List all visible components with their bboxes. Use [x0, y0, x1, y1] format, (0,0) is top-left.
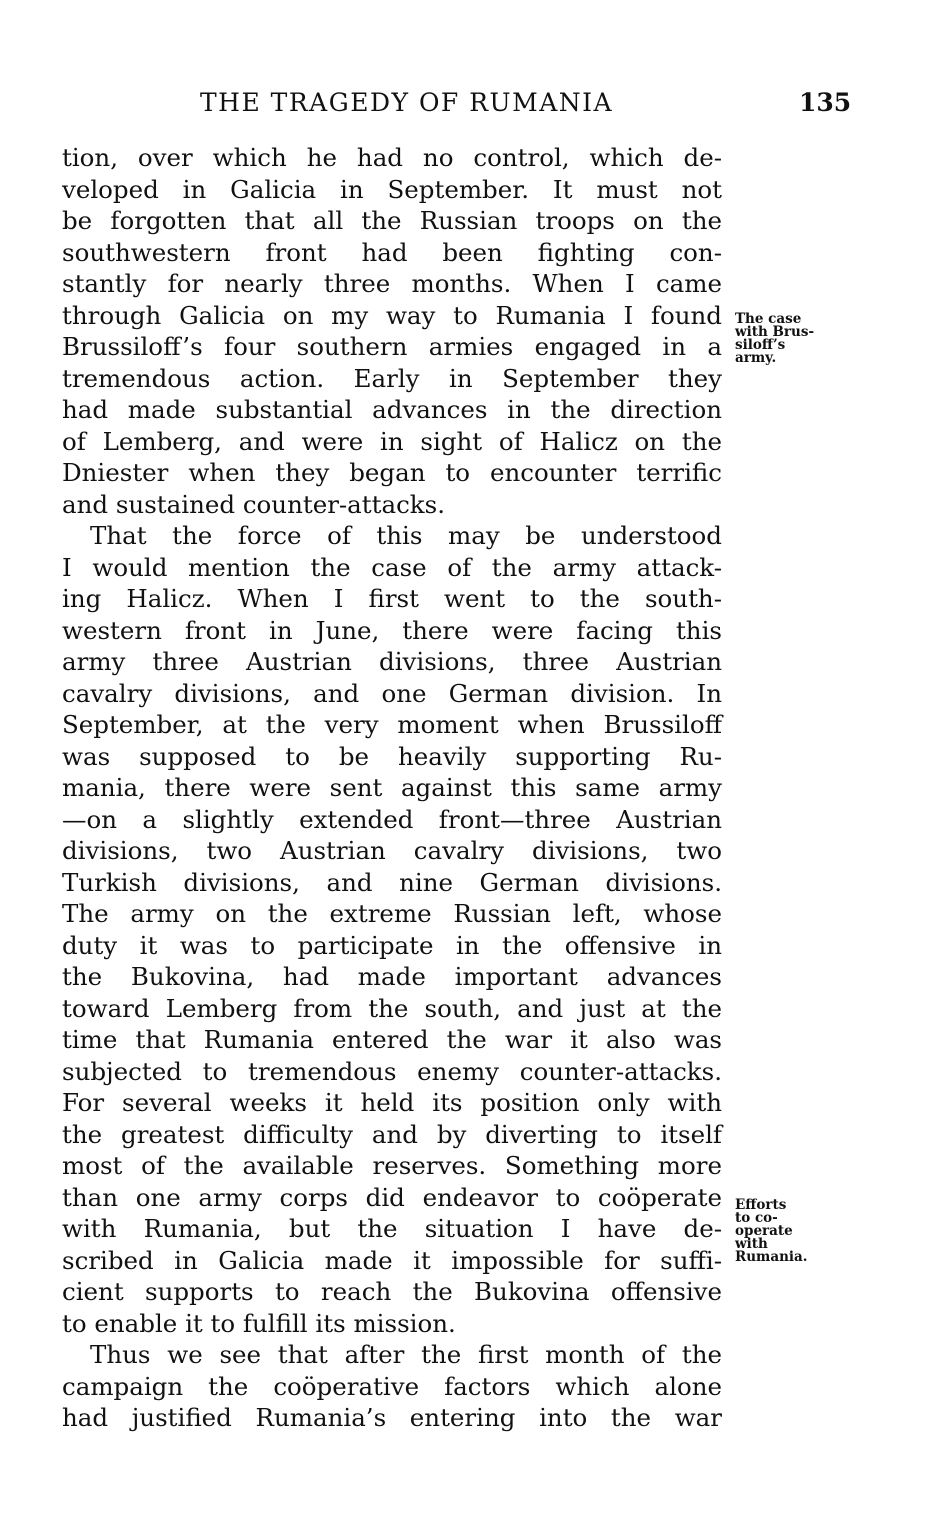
text-line: —on a slightly extended front—three Austrian	[62, 804, 722, 834]
text-line: The army on the extreme Russian left, whose	[62, 899, 722, 928]
text-line: campaign the coöperative factors which alone	[62, 1371, 722, 1401]
marginal-note-line: with Brus-	[735, 324, 815, 340]
text-line: the Bukovina, had made important advances	[62, 962, 722, 991]
marginal-note-brussiloff	[735, 313, 814, 365]
marginal-note-line: army.	[735, 350, 777, 366]
text-line: September, at the very moment when Brussiloff	[62, 710, 722, 739]
text-line: That the force of this may be understood	[90, 521, 722, 550]
marginal-note-efforts	[735, 1199, 807, 1264]
text-line: be forgotten that all the Russian troops on the	[62, 206, 722, 235]
text-line: army three Austrian divisions, three Austrian	[62, 647, 722, 676]
text-line: Thus we see that after the first month of the	[90, 1340, 722, 1369]
text-line: scribed in Galicia made it impossible for suffi-	[62, 1245, 722, 1275]
body-text	[62, 142, 722, 1434]
text-line: duty it was to participate in the offensive in	[62, 930, 722, 960]
text-line: cient supports to reach the Bukovina offensive	[62, 1277, 722, 1306]
text-line: tion, over which he had no control, which de-	[62, 143, 722, 172]
text-line: cavalry divisions, and one German division. In	[62, 678, 722, 708]
text-line: the greatest difficulty and by diverting to itself	[62, 1119, 722, 1149]
text-line: to enable it to fulfill its mission.	[62, 1308, 456, 1338]
text-line: toward Lemberg from the south, and just at the	[62, 993, 722, 1023]
text-line: most of the available reserves. Something more	[62, 1151, 722, 1180]
page-number: 135	[799, 88, 852, 117]
text-line: and sustained counter-attacks.	[62, 489, 446, 519]
text-line: of Lemberg, and were in sight of Halicz on the	[62, 426, 722, 456]
marginal-note-line: with	[735, 1236, 768, 1252]
text-line: Brussiloff’s four southern armies engaged in a	[62, 332, 722, 361]
text-line: For several weeks it held its position only with	[62, 1088, 722, 1117]
text-line: Dniester when they began to encounter terrific	[62, 458, 722, 487]
text-line: than one army corps did endeavor to coöperate	[62, 1182, 722, 1212]
marginal-note-line: Efforts	[735, 1197, 787, 1213]
marginal-note-line: Rumania.	[735, 1249, 808, 1265]
text-line: had justified Rumania’s entering into the war	[62, 1403, 722, 1432]
text-line: divisions, two Austrian cavalry divisions, two	[62, 836, 722, 865]
text-line: ing Halicz. When I first went to the south-	[62, 584, 722, 613]
marginal-note-line: to co-	[735, 1210, 778, 1226]
running-head: THE TRAGEDY OF RUMANIA	[200, 88, 614, 117]
marginal-note-line: siloff’s	[735, 337, 786, 353]
text-line: I would mention the case of the army attack-	[62, 552, 722, 582]
text-line: tremendous action. Early in September they	[62, 363, 722, 393]
text-line: time that Rumania entered the war it also was	[62, 1025, 722, 1054]
marginal-note-line: operate	[735, 1223, 793, 1239]
text-line: western front in June, there were facing this	[62, 615, 722, 645]
text-line: stantly for nearly three months. When I came	[62, 269, 722, 298]
text-line: veloped in Galicia in September. It must not	[62, 174, 722, 204]
marginal-note-line: The case	[735, 311, 802, 327]
text-line: through Galicia on my way to Rumania I found	[62, 300, 722, 330]
text-line: was supposed to be heavily supporting Ru-	[62, 741, 722, 771]
text-line: mania, there were sent against this same army	[62, 773, 722, 802]
text-line: Turkish divisions, and nine German divisions.	[62, 867, 722, 897]
text-line: with Rumania, but the situation I have de-	[62, 1214, 722, 1243]
page-header	[0, 88, 950, 118]
text-line: subjected to tremendous enemy counter-attacks.	[62, 1056, 722, 1086]
text-line: had made substantial advances in the direction	[62, 395, 722, 424]
text-line: southwestern front had been fighting con-	[62, 237, 722, 267]
